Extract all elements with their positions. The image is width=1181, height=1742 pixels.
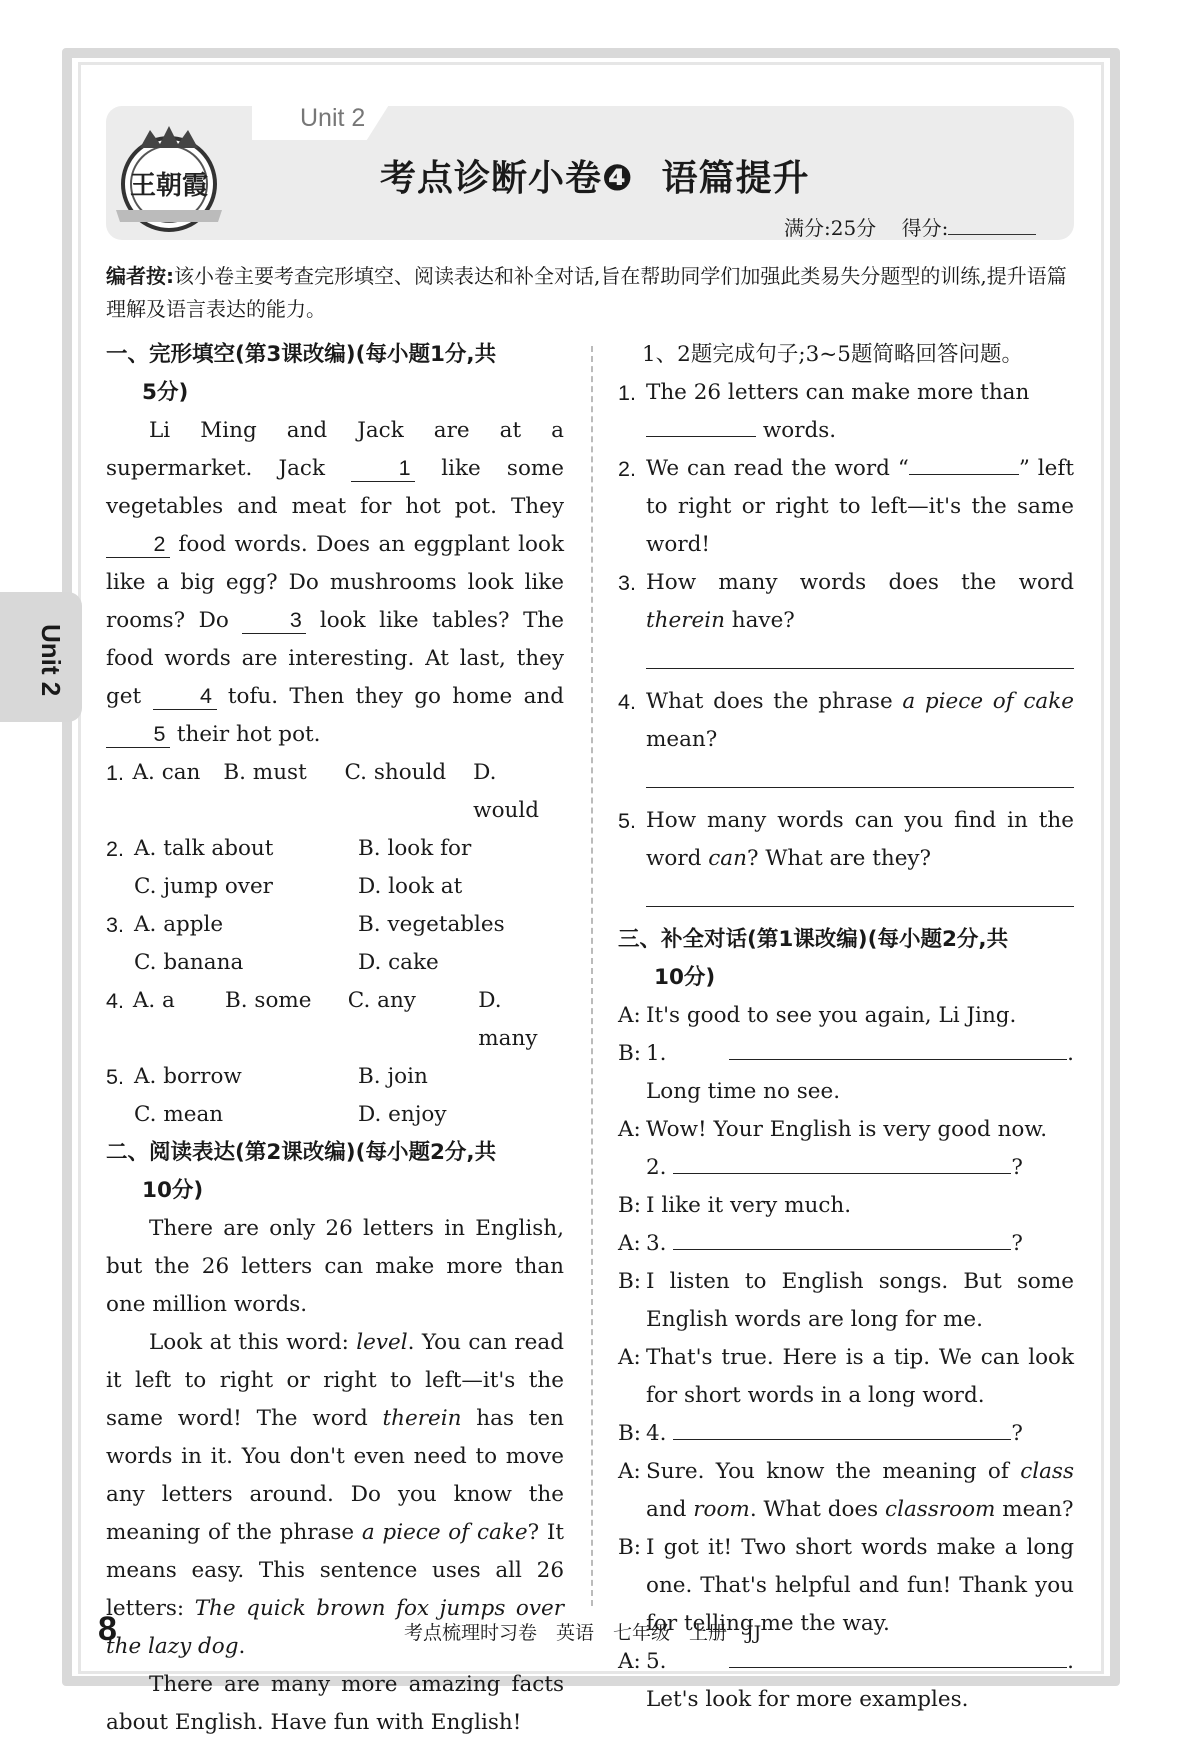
cloze-blank-4[interactable]: 4 — [153, 683, 217, 710]
got-score-label: 得分: — [901, 216, 949, 240]
side-unit-tab — [0, 592, 82, 722]
cloze-options-1: 1. A. can B. must C. should D. would — [106, 760, 540, 823]
cloze-options-4: 4. A. a B. some C. any D. many — [106, 988, 538, 1051]
cloze-passage: Li Ming and Jack are at a supermarket. Jack 1 like some vegetables and meat for hot pot. They 2 food words. Does an eggplant look like a big egg? Do mushrooms look like rooms? Do 3 look like tables? The food words are interesting. At last, they get 4 tofu. Then they go home and 5 their hot pot. — [106, 418, 565, 747]
title-section: 语篇提升 — [661, 158, 810, 199]
side-unit-label: Unit 2 — [36, 624, 66, 697]
dialog-line-4: B: I like it very much. — [618, 1193, 852, 1218]
dialog-blank-3[interactable] — [673, 1225, 1011, 1250]
reading-question-2: 2. We can read the word “ ” left to right or right to left—it's the same word! — [618, 450, 1074, 564]
part1-heading: 一、完形填空(第3课改编)(每小题1分,共 5分) — [106, 342, 497, 405]
publisher-logo — [110, 118, 228, 236]
cloze-options-5b: C. mean D. enjoy — [134, 1102, 447, 1127]
dialog-line-3: A: Wow! Your English is very good now. 2. ? — [618, 1117, 1048, 1180]
page-number: 8 — [98, 1610, 117, 1648]
unit-label: Unit 2 — [300, 104, 366, 132]
reading-instructions: 1、2题完成句子;3~5题简略回答问题。 — [642, 342, 1023, 367]
dialog-line-2: B: 1. . Long time no see. — [618, 1035, 1074, 1111]
dialog-blank-5[interactable] — [729, 1643, 1067, 1668]
cloze-blank-3[interactable]: 3 — [242, 607, 306, 634]
title-main: 考点诊断小卷❹ — [380, 158, 634, 199]
answer-blank-1[interactable] — [646, 412, 756, 437]
right-column — [618, 336, 1074, 1719]
part2-heading: 二、阅读表达(第2课改编)(每小题2分,共 10分) — [106, 1140, 497, 1203]
cloze-blank-5[interactable]: 5 — [106, 721, 170, 748]
reading-para-1: There are only 26 letters in English, but the 26 letters can make more than one million words. — [106, 1216, 564, 1317]
answer-line-3[interactable] — [646, 642, 1074, 669]
full-score: 满分:25分 — [784, 216, 877, 240]
dialog-line-9: A: Sure. You know the meaning of class and room. What does classroom mean? — [618, 1459, 1074, 1522]
dialog-blank-2[interactable] — [673, 1149, 1011, 1174]
reading-question-1: 1. The 26 letters can make more than words. — [618, 380, 1030, 443]
reading-question-4: 4. What does the phrase a piece of cake mean? — [618, 689, 1074, 752]
editor-note-label: 编者按: — [106, 264, 174, 288]
dialog-blank-4[interactable] — [673, 1415, 1011, 1440]
score-line — [784, 212, 1036, 241]
column-divider — [591, 346, 593, 1606]
cloze-options-3b: C. banana D. cake — [134, 950, 439, 975]
answer-blank-2[interactable] — [909, 450, 1019, 475]
reading-para-2: Look at this word: level. You can read it left to right or right to left—it's the same word! The word therein has ten words in it. You don't even need to move any letters around. Do you know the meaning of the phrase a piece of cake? It means easy. This sentence uses all 26 letters: The quick brown fox jumps over the lazy dog. — [106, 1330, 564, 1659]
dialog-line-7: A: That's true. Here is a tip. We can look for short words in a long word. — [618, 1345, 1074, 1408]
cloze-blank-1[interactable]: 1 — [351, 455, 415, 482]
left-column — [106, 336, 564, 1742]
editor-note-text: 该小卷主要考查完形填空、阅读表达和补全对话,旨在帮助同学们加强此类易失分题型的训练,提升语篇理解及语言表达的能力。 — [106, 264, 1067, 321]
dialog-line-5: A: 3. ? — [618, 1225, 1074, 1263]
reading-question-5: 5. How many words can you find in the word can? What are they? — [618, 808, 1074, 871]
answer-line-5[interactable] — [646, 880, 1074, 907]
dialog-blank-1[interactable] — [729, 1035, 1067, 1060]
cloze-options-2: 2. A. talk about B. look for — [106, 836, 472, 861]
dialog-line-8: B: 4. ? — [618, 1415, 1074, 1453]
footer-text: 考点梳理时习卷 英语 七年级 上册 JJ — [404, 1622, 762, 1644]
cloze-options-2b: C. jump over D. look at — [134, 874, 463, 899]
reading-para-3: There are many more amazing facts about English. Have fun with English! — [106, 1672, 564, 1735]
cloze-blank-2[interactable]: 2 — [106, 531, 170, 558]
editor-note — [106, 260, 1086, 326]
cloze-options-3: 3. A. apple B. vegetables — [106, 912, 505, 937]
dialog-line-10: B: I got it! Two short words make a long one. That's helpful and fun! Thank you for telling me the way. — [618, 1535, 1074, 1636]
dialog-line-1: A: It's good to see you again, Li Jing. — [618, 1003, 1017, 1028]
score-blank[interactable] — [948, 216, 1036, 235]
cloze-options-5: 5. A. borrow B. join — [106, 1064, 428, 1089]
page-title — [380, 150, 810, 201]
answer-line-4[interactable] — [646, 761, 1074, 788]
reading-question-3: 3. How many words does the word therein have? — [618, 570, 1074, 633]
part3-heading: 三、补全对话(第1课改编)(每小题2分,共 10分) — [618, 927, 1009, 990]
logo-text: 王朝霞 — [129, 171, 209, 201]
dialog-line-6: B: I listen to English songs. But some English words are long for me. — [618, 1269, 1074, 1332]
dialog-line-11: A: 5. . Let's look for more examples. — [618, 1643, 1074, 1719]
